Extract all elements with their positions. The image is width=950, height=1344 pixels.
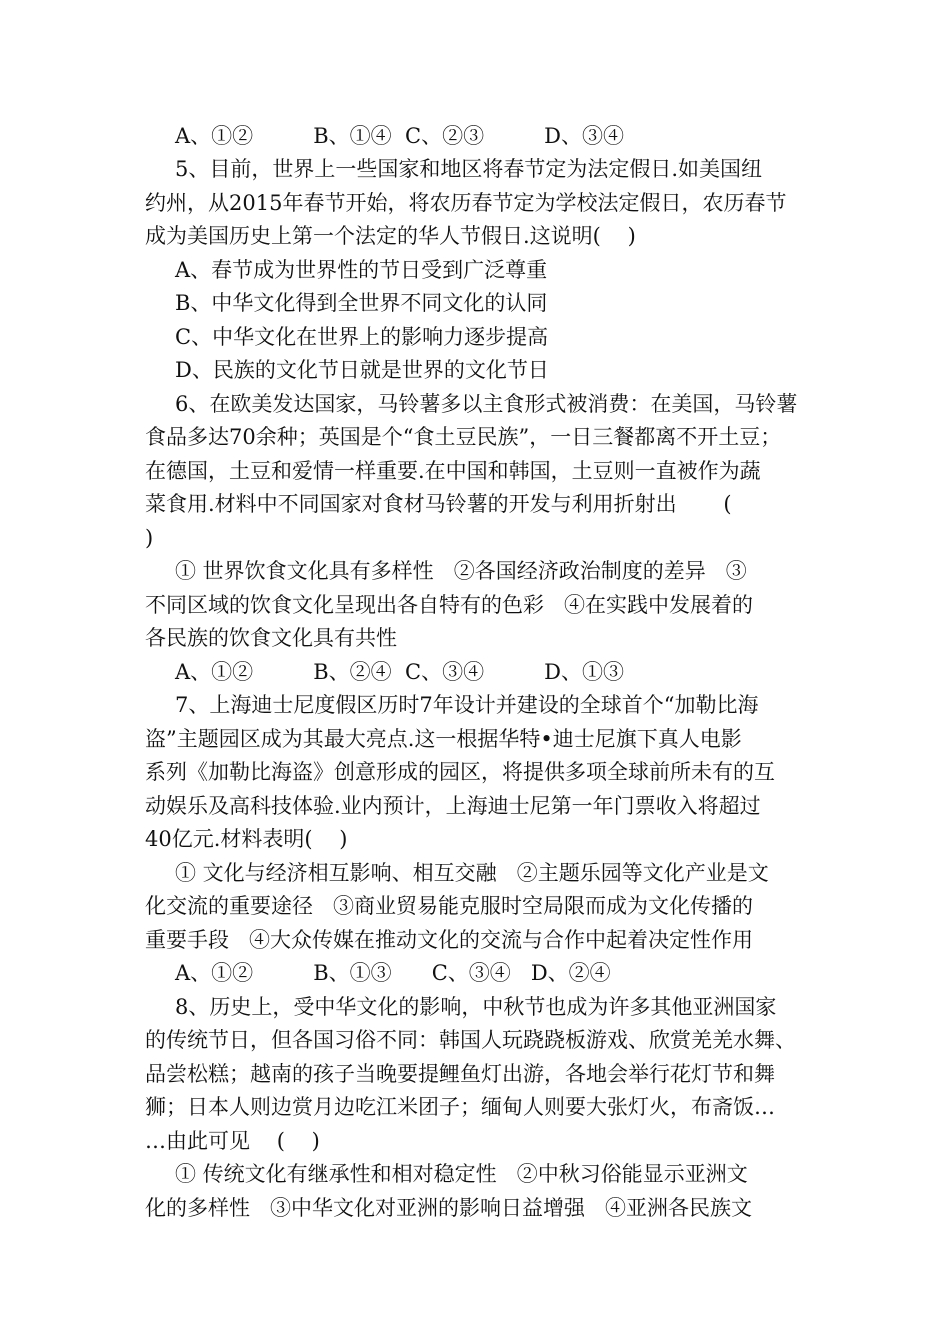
question-8-text: 品尝松糕；越南的孩子当晚要提鲤鱼灯出游，各地会举行花灯节和舞 bbox=[145, 1062, 775, 1086]
statements-q8: ① 传统文化有继承性和相对稳定性 ②中秋习俗能显示亚洲文 bbox=[175, 1162, 748, 1186]
question-5-text: 约州，从2015年春节开始，将农历春节定为学校法定假日，农历春节 bbox=[145, 191, 787, 215]
option-row-q7: A、①② B、①③ C、③④ D、②④ bbox=[175, 961, 611, 985]
question-5-text: 5、目前，世界上一些国家和地区将春节定为法定假日.如美国纽 bbox=[175, 157, 763, 181]
question-7-text: 动娱乐及高科技体验.业内预计，上海迪士尼第一年门票收入将超过 bbox=[145, 794, 761, 818]
question-6-text: 在德国，土豆和爱情一样重要.在中国和韩国，土豆则一直被作为蔬 bbox=[145, 459, 761, 483]
question-7-text: 盗”主题园区成为其最大亮点.这一根据华特•迪士尼旗下真人电影 bbox=[145, 727, 742, 751]
statements-q7: ① 文化与经济相互影响、相互交融 ②主题乐园等文化产业是文 bbox=[175, 861, 769, 885]
statements-q6: 不同区域的饮食文化呈现出各自特有的色彩 ④在实践中发展着的 bbox=[145, 593, 754, 617]
question-8-text: 的传统节日，但各国习俗不同：韩国人玩跷跷板游戏、欣赏羌羌水舞、 bbox=[145, 1028, 796, 1052]
statements-q6: ① 世界饮食文化具有多样性 ②各国经济政治制度的差异 ③ bbox=[175, 559, 747, 583]
question-6-text: 6、在欧美发达国家，马铃薯多以主食形式被消费：在美国，马铃薯 bbox=[175, 392, 798, 416]
question-8-text: 8、历史上，受中华文化的影响，中秋节也成为许多其他亚洲国家 bbox=[175, 995, 777, 1019]
question-7-text: 40亿元.材料表明( ) bbox=[145, 827, 348, 851]
question-6-text: 食品多达70余种；英国是个“食土豆民族”，一日三餐都离不开土豆； bbox=[145, 425, 782, 449]
statements-q7: 化交流的重要途径 ③商业贸易能克服时空局限而成为文化传播的 bbox=[145, 894, 754, 918]
option-d-q5: D、民族的文化节日就是世界的文化节日 bbox=[175, 358, 549, 382]
option-row-q6: A、①② B、②④ C、③④ D、①③ bbox=[175, 660, 625, 684]
statements-q7: 重要手段 ④大众传媒在推动文化的交流与合作中起着决定性作用 bbox=[145, 928, 754, 952]
statements-q6: 各民族的饮食文化具有共性 bbox=[145, 626, 397, 650]
option-b-q5: B、中华文化得到全世界不同文化的认同 bbox=[175, 291, 548, 315]
question-6-text: ) bbox=[145, 526, 154, 550]
question-6-text: 菜食用.材料中不同国家对食材马铃薯的开发与利用折射出 ( bbox=[145, 492, 732, 516]
option-c-q5: C、中华文化在世界上的影响力逐步提高 bbox=[175, 325, 549, 349]
question-8-text: …由此可见 ( ) bbox=[145, 1129, 320, 1153]
question-5-text: 成为美国历史上第一个法定的华人节假日.这说明( ) bbox=[145, 224, 636, 248]
statements-q8: 化的多样性 ③中华文化对亚洲的影响日益增强 ④亚洲各民族文 bbox=[145, 1196, 753, 1220]
question-7-text: 系列《加勒比海盗》创意形成的园区，将提供多项全球前所未有的互 bbox=[145, 760, 775, 784]
question-7-text: 7、上海迪士尼度假区历时7年设计并建设的全球首个“加勒比海 bbox=[175, 693, 759, 717]
question-8-text: 狮；日本人则边赏月边吃江米团子；缅甸人则要大张灯火，布斋饭… bbox=[145, 1095, 775, 1119]
option-a-q5: A、春节成为世界性的节日受到广泛尊重 bbox=[175, 258, 548, 282]
option-row-q4: A、①② B、①④ C、②③ D、③④ bbox=[175, 124, 625, 148]
